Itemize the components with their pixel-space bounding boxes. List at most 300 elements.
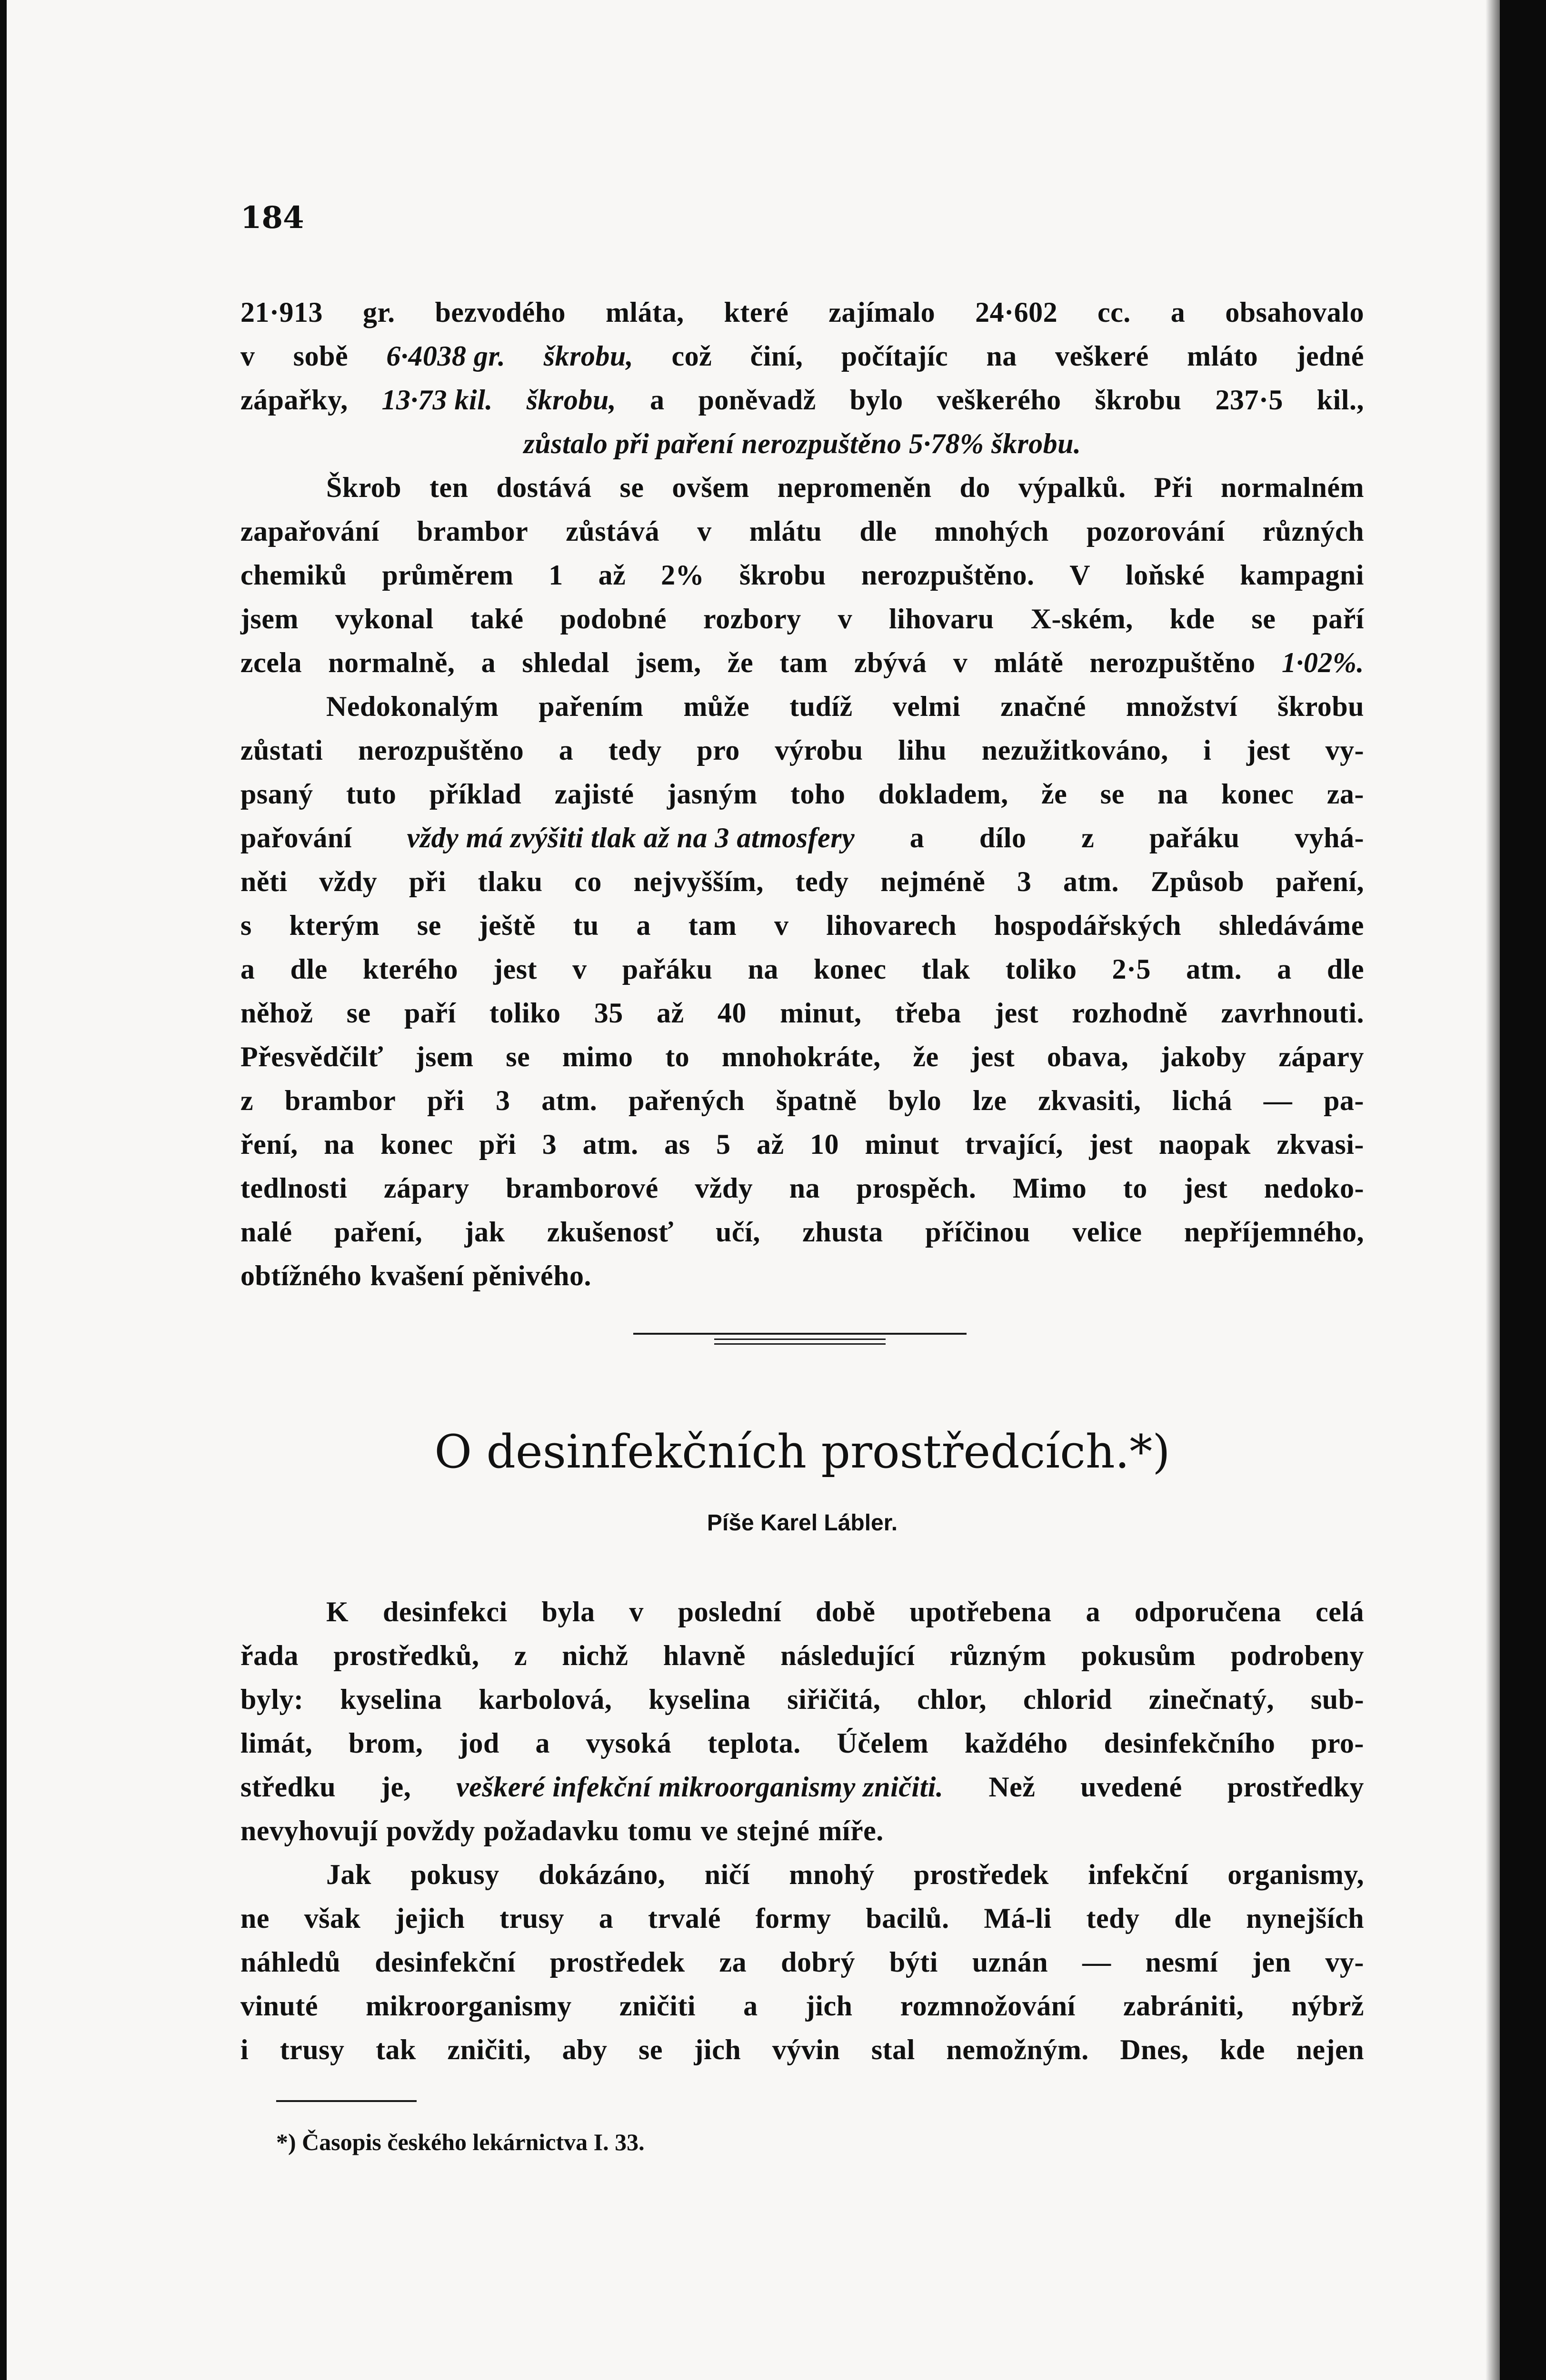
word: Jak [326,1859,371,1890]
word: škrobu [739,559,826,591]
word: paří [1312,603,1364,635]
word: Škrob [326,472,402,503]
word: výrobu [775,734,863,766]
word: podrobeny [1230,1640,1364,1671]
word: škrobu, [526,384,617,416]
word: a [481,647,496,678]
word: sobě [293,340,349,372]
word: nesmí [1145,1946,1218,1978]
scan-edge-right [1500,0,1546,2380]
word: 1 [549,559,563,591]
word: rozhodně [1072,997,1188,1029]
text-line [240,509,1364,553]
word: pařování [240,822,352,853]
text-line [240,641,1364,684]
word: 1·02%. [1281,647,1364,678]
word: 3 [496,1085,510,1116]
word: škrobu, [543,340,634,372]
word: s [240,910,252,941]
word: zničiti [619,1990,696,2022]
word: normalně, [328,647,455,678]
word: náhledů [240,1946,341,1978]
word: jejich [395,1903,465,1934]
word: zavrhnouti. [1221,997,1364,1029]
word: učí, [716,1216,760,1248]
text-line [240,378,1364,422]
word: uvedené [1080,1771,1182,1803]
word: zabrániti, [1123,1990,1244,2022]
word: zapařování [240,516,379,547]
word: dobrý [781,1946,855,1978]
word: hospodářských [994,910,1182,941]
text-line [240,1079,1364,1122]
word: požadavku [483,1815,619,1846]
word: jest [493,953,538,985]
word: jak [464,1216,505,1248]
word: tedlnosti [240,1172,348,1204]
word: aby [562,2034,608,2065]
word: jsem [240,603,299,635]
word: veškerého [937,384,1061,416]
word: toliko [1005,953,1077,985]
text-line [240,1809,1364,1853]
word: ve [700,1815,728,1846]
word: co [574,866,602,897]
word: tam [779,647,828,678]
word: výpalků. [1018,472,1126,503]
word: mlátu [749,516,822,547]
word: normalném [1220,472,1364,503]
word: zinečnatý, [1148,1684,1274,1715]
word: nepříjemného, [1184,1216,1364,1248]
word: trvalé [648,1903,721,1934]
word: organismy, [1227,1859,1364,1890]
word: chemiků [240,559,347,591]
word: za- [1327,778,1364,810]
word: 35 [594,997,623,1029]
word: na [986,340,1017,372]
word: brambor [417,516,529,547]
word: vždy [319,866,378,897]
word: 2% [661,559,705,591]
word: K [326,1596,349,1627]
section-separator-line [714,1339,886,1340]
word: a [1170,297,1186,328]
word: pozorování [1086,516,1225,547]
word: to [665,1041,690,1072]
word: vždy [695,1172,753,1204]
word: veškeré [1055,340,1149,372]
word: kde [1169,603,1215,635]
text-line [240,597,1364,641]
word: prospěch. [856,1172,977,1204]
word: Účelem [837,1727,929,1759]
word: Nedokonalým [326,691,499,722]
word: a [743,1990,758,2022]
word: shledal [522,647,609,678]
word: Než [988,1771,1036,1803]
word: trusy [279,2034,345,2065]
word: tuto [346,778,397,810]
word: 21·913 [240,297,323,328]
word: povždy [386,1815,475,1846]
word: shledáváme [1218,910,1364,941]
word: paří [404,997,456,1029]
word: siřičitá, [787,1684,881,1715]
text-line [240,1984,1364,2028]
word: že [727,647,754,678]
word: různým [949,1640,1047,1671]
word: bramborové [506,1172,658,1204]
word: a [598,1903,614,1934]
word: chlorid [1023,1684,1112,1715]
word: bezvodého [435,297,566,328]
word: veškeré infekční mikroorganismy zničiti. [456,1771,944,1803]
word: kterého [362,953,458,985]
word: činí, [750,340,803,372]
word: zápary [1278,1041,1364,1072]
word: z [514,1640,527,1671]
word: příklad [429,778,522,810]
word: pařených [628,1085,745,1116]
word: špatně [776,1085,857,1116]
word: mnohý [789,1859,875,1890]
word: obtížného [240,1260,362,1291]
text-line [240,772,1364,816]
word: něhož [240,997,313,1029]
word: formy [755,1903,831,1934]
word: jen [1252,1946,1291,1978]
word: vývin [772,2034,840,2065]
word: rozmnožování [900,1990,1076,2022]
word: zápary [384,1172,469,1204]
text-line [240,1210,1364,1254]
word: může [683,691,750,722]
word: vykonal [335,603,434,635]
word: dle [859,516,897,547]
word: 24·602 [975,297,1058,328]
word: tomu [628,1815,692,1846]
word: počítajíc [841,340,948,372]
page-number: 184 [240,200,304,236]
word: jich [694,2034,741,2065]
word: ničí [704,1859,750,1890]
text-line [240,1122,1364,1166]
word: vysoká [586,1727,672,1759]
word: ještě [479,910,536,941]
word: pařáku [1149,822,1240,853]
word: míře. [818,1815,884,1846]
word: byly: [240,1684,304,1715]
word: pokusy [410,1859,499,1890]
word: ření, [240,1129,298,1160]
word: dle [1327,953,1364,985]
word: různých [1262,516,1364,547]
word: se [506,1041,530,1072]
word: lichá [1172,1085,1232,1116]
word: prostředek [913,1859,1049,1890]
word: zůstává [566,516,660,547]
text-line [240,422,1364,466]
word: obsahovalo [1225,297,1364,328]
word: stejné [737,1815,810,1846]
word: mikroorganismy [366,1990,572,2022]
word: gr. [362,297,395,328]
word: nerozpuštěno. [861,559,1035,591]
word: Přesvědčilť [240,1041,383,1072]
word: zhusta [802,1216,883,1248]
word: poslední [678,1596,782,1627]
word: které [724,297,789,328]
word: příčinou [925,1216,1030,1248]
word: středku [240,1771,336,1803]
word: 2·5 [1112,953,1151,985]
word: Dnes, [1120,2034,1189,2065]
word: pařáku [622,953,713,985]
word: což [671,340,712,372]
word: teplota. [708,1727,801,1759]
text-line [240,1634,1364,1677]
word: i [1203,734,1212,766]
word: tu [573,910,599,941]
text-line [240,1166,1364,1210]
word: Má-li [984,1903,1052,1934]
word: něti [240,866,288,897]
word: průměrem [382,559,514,591]
word: atm. [541,1085,598,1116]
word: prostředek [549,1946,685,1978]
word: X-ském, [1030,603,1133,635]
word: zkvasiti, [1038,1085,1141,1116]
word: brom, [348,1727,423,1759]
word: jsem, [636,647,701,678]
word: as [664,1129,690,1160]
word: vždy má zvýšiti tlak až na 3 atmosfery [407,822,855,853]
word: a [636,910,651,941]
section-title: O desinfekčních prostředcích.*) [434,1425,1170,1478]
word: nerozpuštěno [358,734,524,766]
word: rozbory [703,603,801,635]
word: třeba [895,997,961,1029]
word: býti [889,1946,938,1978]
word: na [789,1172,820,1204]
word: jsem [415,1041,474,1072]
word: a [535,1727,550,1759]
text-line [240,947,1364,991]
word: mláto [1187,340,1258,372]
section-separator-line [714,1343,886,1345]
word: v [240,340,255,372]
word: kyselina [648,1684,751,1715]
word: tak [376,2034,416,2065]
word: odporučena [1134,1596,1282,1627]
word: jest [995,997,1039,1029]
text-line [240,290,1364,334]
word: do [959,472,990,503]
word: minut [865,1129,939,1160]
word: tedy [795,866,849,897]
word: jich [805,1990,853,2022]
word: nerozpuštěno [1089,647,1256,678]
word: nýbrž [1291,1990,1364,2022]
word: nejméně [880,866,986,897]
word: kyselina [340,1684,442,1715]
section-separator-line [633,1333,967,1335]
word: zbývá [854,647,927,678]
author-line: Píše Karel Lábler. [707,1510,898,1536]
word: dokladem, [878,778,1008,810]
word: paření, [1276,866,1364,897]
text-line [240,1590,1364,1634]
word: atm. [1186,953,1242,985]
word: se [417,910,441,941]
word: prostředků, [333,1640,479,1671]
word: se [1251,603,1276,635]
word: nedoko- [1264,1172,1364,1204]
word: jod [459,1727,499,1759]
word: nichž [562,1640,628,1671]
word: v [572,953,587,985]
word: v [774,910,789,941]
word: dle [1174,1903,1212,1934]
word: že [913,1041,939,1072]
word: každého [964,1727,1068,1759]
word: minut, [780,997,862,1029]
word: nynejších [1246,1903,1364,1934]
word: se [1100,778,1125,810]
word: stal [871,2034,915,2065]
word: Způsob [1150,866,1245,897]
word: zůstalo při paření nerozpuštěno 5·78% škrobu. [523,428,1081,459]
word: zápařky, [240,384,348,416]
word: zkvasi- [1277,1129,1364,1160]
word: z [240,1085,254,1116]
word: nalé [240,1216,292,1248]
word: zkušenosť [547,1216,674,1248]
word: tudíž [789,691,853,722]
word: 5 [716,1129,731,1160]
word: nepromeněn [777,472,932,503]
word: z [1081,822,1095,853]
word: a [909,822,925,853]
word: vyhá- [1295,822,1364,853]
word: uznán [972,1946,1048,1978]
word: době [816,1596,876,1627]
text-line [240,1254,1364,1298]
word: při [409,866,447,897]
word: Při [1154,472,1193,503]
word: a [1277,953,1292,985]
word: zůstati [240,734,323,766]
word: hlavně [663,1640,746,1671]
word: bylo [849,384,903,416]
word: se [638,2034,663,2065]
word: se [346,997,371,1029]
word: zajisté [554,778,634,810]
text-line [240,903,1364,947]
word: na [1157,778,1188,810]
word: však [304,1903,361,1934]
word: psaný [240,778,313,810]
word: tam [688,910,737,941]
word: kampagni [1240,559,1364,591]
footnote: *) Časopis českého lekárnictva I. 33. [276,2129,645,2155]
word: konec [380,1129,453,1160]
word: velmi [892,691,961,722]
word: desinfekčního [1104,1727,1276,1759]
word: toliko [489,997,561,1029]
word: pro [697,734,740,766]
word: chlor, [917,1684,987,1715]
word: desinfekci [383,1596,508,1627]
word: při [427,1085,465,1116]
word: a [1086,1596,1100,1627]
word: lihu [898,734,947,766]
word: desinfekční [375,1946,516,1978]
text-line [240,684,1364,728]
word: prostředky [1227,1771,1364,1803]
word: 10 [810,1129,839,1160]
word: také [470,603,524,635]
word: limát, [240,1727,313,1759]
word: zničiti, [447,2034,531,2065]
word: a [240,953,255,985]
word: lihovarech [826,910,957,941]
word: mlátě [994,647,1064,678]
word: zcela [240,647,302,678]
word: karbolová, [479,1684,612,1715]
word: i [240,2034,249,2065]
footnote-rule [276,2100,417,2102]
word: jakoby [1160,1041,1247,1072]
word: sub- [1310,1684,1364,1715]
main-text-continued [240,290,1364,1298]
word: lihovaru [889,603,994,635]
word: množství [1126,691,1237,722]
word: kvašení [370,1260,464,1291]
word: až [598,559,626,591]
word: 3 [542,1129,557,1160]
word: atm. [582,1129,638,1160]
word: podobné [560,603,667,635]
word: že [1041,778,1067,810]
word: jest [971,1041,1015,1072]
word: tlak [921,953,970,985]
word: 237·5 [1215,384,1283,416]
word: následující [780,1640,915,1671]
word: vy- [1325,1946,1364,1978]
word: v [838,603,853,635]
word: tedy [608,734,662,766]
word: v [629,1596,644,1627]
word: nevyhovují [240,1815,378,1846]
word: lze [973,1085,1007,1116]
text-line [240,553,1364,597]
word: bacilů. [866,1903,949,1934]
word: obava, [1047,1041,1129,1072]
text-line [240,1035,1364,1079]
word: škrobu [1277,691,1364,722]
text-line [240,1765,1364,1809]
text-line [240,991,1364,1035]
word: bylo [888,1085,942,1116]
word: konec [814,953,887,985]
word: upotřebena [909,1596,1052,1627]
word: kterým [289,910,380,941]
word: nezužitkováno, [981,734,1168,766]
word: značné [1000,691,1086,722]
word: trvající, [965,1129,1063,1160]
